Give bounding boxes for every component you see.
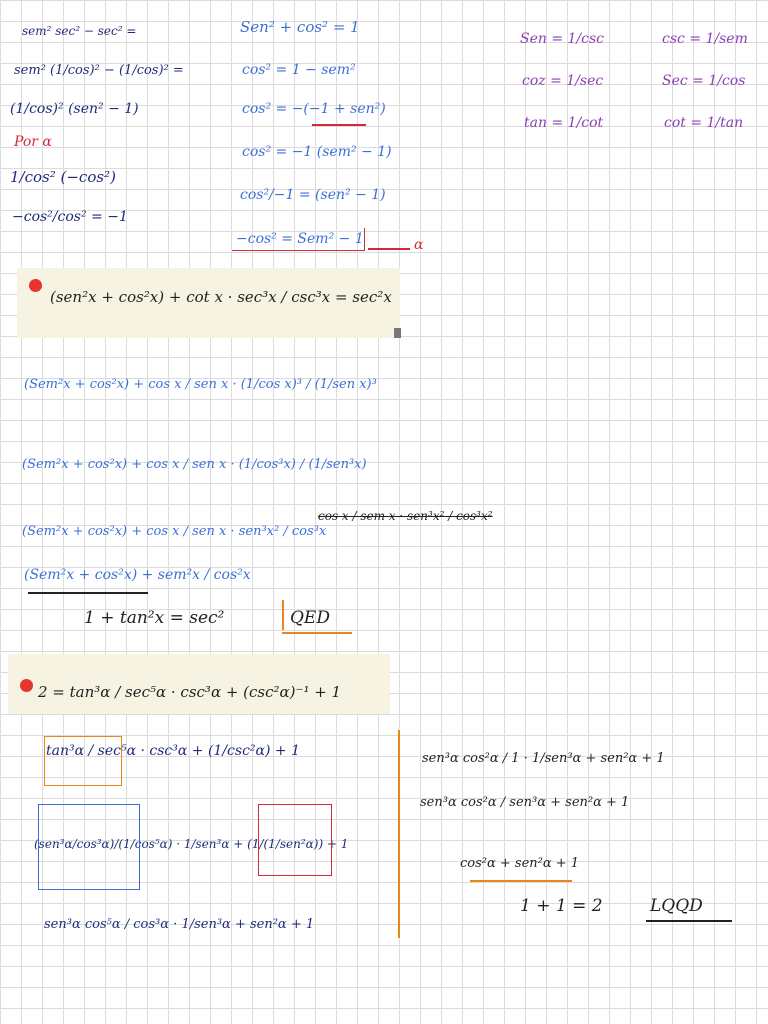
identity-step-4: cos² = −1 (sem² − 1) bbox=[242, 144, 392, 160]
problem-1-bullet bbox=[29, 279, 42, 292]
p2-qed-underline bbox=[646, 920, 732, 922]
p2-right-step-3: cos²α + sen²α + 1 bbox=[460, 856, 580, 871]
ex1-step-1: sem² sec² − sec² = bbox=[22, 24, 137, 38]
p2-left-step-2: (sen³α/cos³α)/(1/cos⁵α) · 1/sen³α + (1/(1/sen²α)) + 1 bbox=[34, 837, 349, 851]
p2-left-step-1: tan³α / sec⁵α · csc³α + (1/csc²α) + 1 bbox=[46, 743, 300, 759]
p1-step-a: (Sem²x + cos²x) + cos x / sen x · (1/cos x)³ / (1/sen x)³ bbox=[24, 377, 377, 392]
identity-step-6: −cos² = Sem² − 1 bbox=[236, 231, 364, 247]
identity-cos: coz = 1/sec bbox=[522, 73, 604, 89]
p2-inner-frac-box bbox=[258, 804, 332, 876]
p1-step-c-side: cos x / sem x · sen³x² / cos³x² bbox=[318, 509, 493, 523]
identity-step-1: Sen² + cos² = 1 bbox=[240, 18, 360, 36]
p2-tan-box bbox=[44, 736, 122, 786]
identity-tan: tan = 1/cot bbox=[524, 115, 604, 131]
ex1-step-6: −cos²/cos² = −1 bbox=[12, 209, 128, 225]
identity-step-5: cos²/−1 = (sen² − 1) bbox=[240, 187, 386, 203]
p1-qed-box bbox=[282, 600, 286, 630]
problem-2-statement: 2 = tan³α / sec⁵α · csc³α + (csc²α)⁻¹ + 1 bbox=[38, 683, 342, 701]
p1-result: 1 + tan²x = sec² bbox=[84, 608, 225, 628]
identity-csc: csc = 1/sem bbox=[662, 31, 748, 47]
p2-right-qed: LQQD bbox=[650, 896, 703, 916]
ex1-step-2: sem² (1/cos)² − (1/cos)² = bbox=[14, 63, 184, 78]
problem-2-bullet bbox=[20, 679, 33, 692]
identity-alpha-tag: α bbox=[414, 237, 424, 253]
identity-step-2: cos² = 1 − sem² bbox=[242, 62, 356, 78]
identity-result-box bbox=[232, 228, 365, 251]
p1-underbrace bbox=[28, 592, 148, 594]
band-corner-marker bbox=[394, 328, 401, 338]
p1-qed-underline bbox=[282, 632, 352, 634]
identity-underline bbox=[312, 124, 366, 126]
identity-sec: Sec = 1/cos bbox=[662, 73, 746, 89]
ex1-step-5: 1/cos² (−cos²) bbox=[10, 168, 116, 186]
p1-step-d: (Sem²x + cos²x) + sem²x / cos²x bbox=[24, 567, 251, 583]
problem-1-statement: (sen²x + cos²x) + cot x · sec³x / csc³x = sec²x bbox=[50, 288, 392, 306]
identity-step-3: cos² = −(−1 + sen²) bbox=[242, 101, 386, 117]
identity-arrow-line bbox=[368, 248, 410, 250]
p1-qed: QED bbox=[290, 608, 330, 628]
identity-cot: cot = 1/tan bbox=[664, 115, 744, 131]
p2-left-step-3: sen³α cos⁵α / cos³α · 1/sen³α + sen²α + 1 bbox=[44, 917, 315, 932]
p1-step-b: (Sem²x + cos²x) + cos x / sen x · (1/cos³x) / (1/sen³x) bbox=[22, 457, 367, 472]
p2-right-step-4: 1 + 1 = 2 bbox=[520, 896, 603, 916]
p2-right-step-2: sen³α cos²α / sen³α + sen²α + 1 bbox=[420, 795, 630, 810]
identity-sen: Sen = 1/csc bbox=[520, 31, 605, 47]
p1-step-c: (Sem²x + cos²x) + cos x / sen x · sen³x² / cos³x bbox=[22, 524, 327, 539]
ex1-step-3: (1/cos)² (sen² − 1) bbox=[10, 101, 139, 117]
ex1-note-por-alpha: Por α bbox=[14, 134, 52, 150]
p2-left-frac-box bbox=[38, 804, 140, 890]
p2-column-divider bbox=[398, 730, 400, 938]
p2-right-underarc bbox=[470, 880, 572, 882]
p2-right-step-1: sen³α cos²α / 1 · 1/sen³α + sen²α + 1 bbox=[422, 751, 665, 766]
